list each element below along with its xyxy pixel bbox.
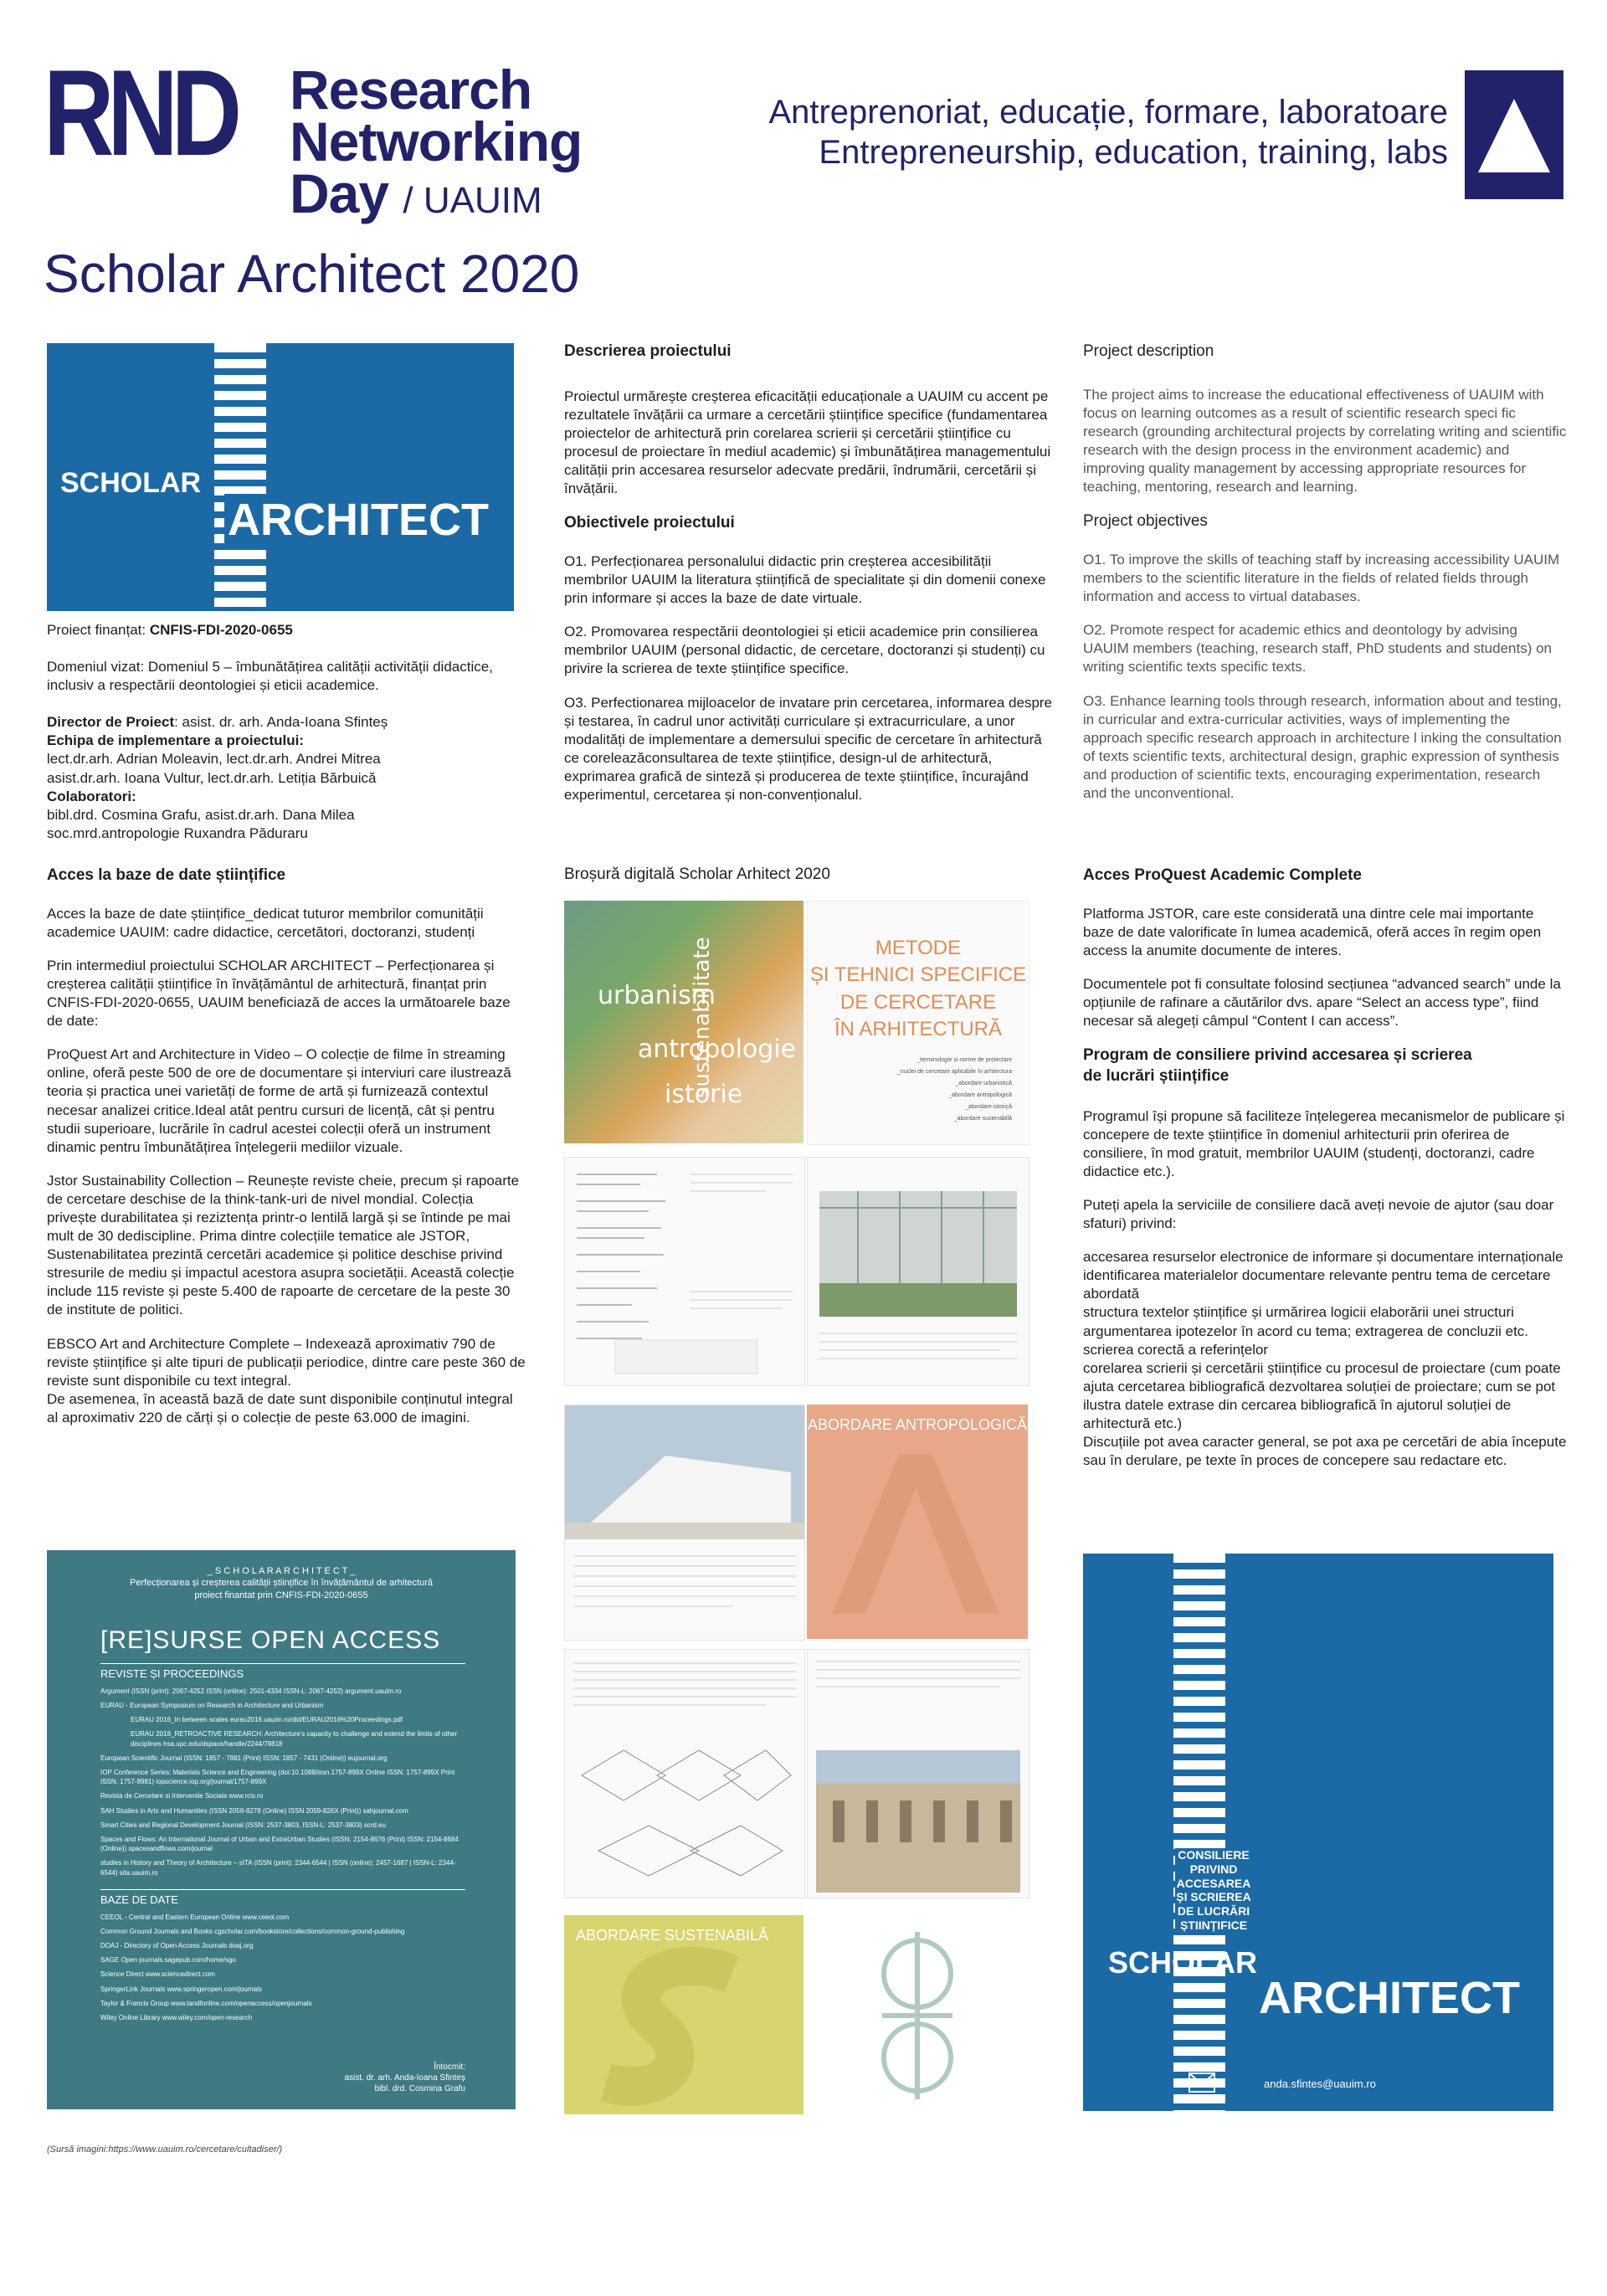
ro-obj-1: O1. Perfecționarea personalului didactic prin creșterea accesibilității membrilor UAUIM la literatura științifică de specialitate și din domenii conexe prin informare și acces la baze de date virtuale.: [564, 552, 1046, 607]
rnd-logo-abbr: RND: [44, 44, 236, 181]
journal-item: EURAU 2018_RETROACTIVE RESEARCH: Architecture's capacity to challenge and extend the limits of other disciplines hsa.upc.edu/dspace/handle/2244/79818: [131, 1730, 458, 1748]
building-photo-graphic: [808, 1158, 1029, 1385]
database-item: SAGE Open journals.sagepub.com/home/sgo: [100, 1956, 236, 1965]
databases-p5: EBSCO Art and Architecture Complete – Indexează aproximativ 790 de reviste științifice și alte tipuri de publicații periodice, dintre care peste 360 de reviste sunt disponibile cu text integral.: [47, 1335, 526, 1389]
logo-architect: ARCHITECT: [224, 494, 492, 546]
methods-title-1: METODE: [875, 937, 962, 959]
project-info: [47, 621, 516, 843]
collab-label: Colaboratori:: [47, 788, 136, 804]
director-label: Director de Proiect: [47, 714, 175, 731]
sustainability-title: ABORDARE SUSTENABILĂ: [576, 1927, 769, 1944]
proquest-p1: Platforma JSTOR, care este considerată una dintre cele mai importante baze de date valorificate în lumea academică, oferă acces în regim open access la anumite documente de interes.: [1083, 905, 1542, 958]
card-text-line: DE LUCRĂRI: [1177, 1904, 1250, 1918]
methods-item: _abordare antropologică: [948, 1092, 1012, 1098]
cover-word-urbanism: urbanism: [598, 981, 716, 1010]
mail-icon: [1189, 2073, 1215, 2093]
logo-line-research: Research: [290, 59, 532, 121]
cover-word-istorie: istorie: [665, 1080, 743, 1109]
ro-desc-heading: Descrierea proiectului: [564, 342, 732, 360]
methods-item: _abordare sustenabilă: [953, 1116, 1012, 1122]
counseling-list: [1083, 1248, 1567, 1470]
database-item: Common Ground Journals and Books cgscholar.com/bookstore/collections/common-ground-publishing: [100, 1927, 405, 1935]
text-lines-graphic: [565, 1158, 804, 1385]
card-text-line: CONSILIERE: [1178, 1848, 1250, 1862]
panel-header-2: Perfecționarea și creșterea calității științifice în învățământul de arhitectură: [130, 1578, 433, 1589]
journal-item: Argument (ISSN (print): 2067-4252 ISSN (online): 2501-4334 ISSN-L: 2067-4252) argument.uauim.ro: [100, 1687, 402, 1695]
en-obj-1: O1. To improve the skills of teaching staff by increasing accessibility UAUIM members to the scientific literature in the fields of related fields through information and access to virtual databases.: [1083, 551, 1560, 605]
open-access-panel: [47, 1550, 516, 2109]
databases-p3: ProQuest Art and Architecture in Video – O colecție de filme în streaming online, oferă peste 500 de ore de documentare și interviuri care ilustrează teoria și practica unei varietăți de forme de artă și furnizează contextul necesar analizei critice.Ideal atât pentru cursuri de licență, cât și pentru studii superioare, lucrările în cadrul acestei colecții oferă un instrument dinamic pentru îmbunătățirea înțelegerii mediilor vizuale.: [47, 1046, 511, 1155]
counseling-p1: Programul își propune să faciliteze înțelegerea mecanismelor de publicare și concepere de texte științifice în domeniul arhitecturii prin oferirea de consiliere, în mod gratuit, membrilor UAUIM (studenți, doctoranzi, cadre didactice etc.).: [1083, 1107, 1565, 1179]
counseling-heading: [1083, 1045, 1567, 1086]
card-text-line: ȘI SCRIEREA: [1176, 1890, 1251, 1904]
counseling-item: structura textelor științifice și urmărirea logicii elaborării unei structuri argumentarea ipotezelor în acord cu tema; extragerea de concluzii etc.: [1083, 1304, 1529, 1339]
funded-label: Proiect finanțat:: [47, 622, 150, 638]
databases-p1: Acces la baze de date științifice_dedicat tuturor membrilor comunității academice UAUIM: cadre didactice, cercetători, doctoranzi, studenți: [47, 905, 484, 940]
panel-signature: [344, 2062, 465, 2094]
database-item: CEEOL - Central and Eastern European Online www.ceeol.com: [100, 1913, 290, 1921]
card-text-line: ACCESAREA: [1176, 1876, 1251, 1890]
databases-column: [47, 865, 526, 1442]
journal-item: IOP Conference Series: Materials Science and Engineering (doi:10.1088/issn.1757-899X Online ISSN: 1757-899X Print ISSN: 1757-8981) iopscience.iop.org/journal/1757-899X: [100, 1769, 455, 1786]
en-desc-heading: Project description: [1083, 342, 1214, 360]
en-column: [1083, 342, 1567, 818]
card-text-line: ȘTIINȚIFICE: [1179, 1918, 1248, 1932]
en-obj-2: O2. Promote respect for academic ethics and deontology by advising UAUIM members (teaching, research staff, PhD students and students) on writing scientific texts specific texts.: [1083, 622, 1553, 675]
databases-p4: Jstor Sustainability Collection – Reunește reviste cheie, precum și rapoarte de cercetare deschise de la think-tank-uri de nivel mondial. Colecția privește durabilitatea și reziztența printr-o lentilă largă și se întinde pe mai mult de 30 dediscipline. Prima dintre colecțiile tematice ale JSTOR, Sustenabilitatea prezintă cercetări academice și politice deschise privind stresurile de mediu și impactul acestora asupra societății. Această colecție include 115 reviste și peste 5.400 de rapoarte de cercetare de la peste 30 de institute de politici.: [47, 1172, 520, 1318]
en-obj-3: O3. Enhance learning tools through research, information about and testing, in curricular and extra-curricular activities, ways of implementing the approach specific research approach in architecture l inking the consultation of texts scientific texts, architectural design, graphic expression of synthesis and production of scientific texts, encouraging experimentation, research and the unconventional.: [1083, 692, 1562, 801]
journals-heading: REVISTE ȘI PROCEEDINGS: [100, 1663, 465, 1680]
card-architect: ARCHITECT: [1259, 1973, 1520, 2023]
scholar-architect-logo: [47, 343, 514, 611]
card-text: [1175, 1848, 1252, 1933]
rnd-logo-text: [290, 59, 583, 225]
database-item: Taylor & Francis Group www.tandfonline.com/openaccess/openjournals: [100, 1999, 312, 2007]
journal-item: studies in History and Theory of Architecture – sITA (ISSN (print): 2344-6544 | ISSN (online): 2457-1687 | ISSN-L: 2344-6544) sita.uauim.ro: [100, 1859, 456, 1877]
team-line-2: asist.dr.arh. Ioana Vultur, lect.dr.arh. Letiția Bărbuică: [47, 769, 377, 786]
methods-title-2: ȘI TEHNICI SPECIFICE: [809, 963, 1027, 987]
journal-item: Revista de Cercetare si Interventie Sociala www.rcis.ro: [100, 1792, 264, 1800]
collab-line-1: bibl.drd. Cosmina Grafu, asist.dr.arh. Dana Milea: [47, 806, 355, 823]
databases-heading: Acces la baze de date științifice: [47, 866, 286, 884]
brochure-authors-page: [564, 1157, 805, 1386]
counseling-item: corelarea scrierii și cercetării științifice cu procesul de proiectare (cum poate ajuta cercetarea bibliografică dezvoltarea soluției de proiectare; cum se pot ilustra datele extrase din cercarea bibliografică în ajutorul soluției de arhitectură etc.): [1083, 1359, 1561, 1432]
brochure-anthropology-page: [807, 1405, 1028, 1639]
anthropology-title: ABORDARE ANTROPOLOGICĂ: [807, 1416, 1028, 1433]
proquest-heading: Acces ProQuest Academic Complete: [1083, 866, 1362, 884]
ro-obj-heading: Obiectivele proiectului: [564, 514, 735, 532]
signature-label: Întocmit:: [434, 2062, 465, 2072]
card-email[interactable]: anda.sfintes@uauim.ro: [1264, 2078, 1376, 2090]
journal-item: Smart Cities and Regional Development Journal (ISSN: 2537-3803, ISSN-L: 2537-3803) scrd.eu: [100, 1821, 387, 1829]
methods-title-3: DE CERCETARE: [839, 990, 997, 1014]
databases-p2: Prin intermediul proiectului SCHOLAR ARCHITECT – Perfecționarea și creșterea calității științifice în învățământul de arhitectură, finanțat prin CNFIS-FDI-2020-0655, UAUIM beneficiază de acces la următoarele baze de date:: [47, 957, 511, 1030]
collab-line-2: soc.mrd.antropologie Ruxandra Păduraru: [47, 824, 308, 841]
panel-header-1: _ S C H O L A R A R C H I T E C T _: [207, 1566, 356, 1576]
signature-name-1: asist. dr. arh. Anda-Ioana Sfinteș: [344, 2073, 465, 2083]
cover-word-sustenabilitate: sustenabilitate: [690, 937, 715, 1098]
journal-item: EURAU - European Symposium on Research in Architecture and Urbanism: [100, 1702, 324, 1710]
brochure-sustainability-page: [564, 1915, 804, 2114]
brochure-methods-page: [807, 901, 1029, 1145]
methods-item: _nuclei de cercetare aplicabile în arhitectura: [897, 1069, 1012, 1075]
director-value: : asist. dr. arh. Anda-Ioana Sfinteș: [174, 714, 388, 731]
ro-desc-text: Proiectul urmărește creșterea eficacității educaționale a UAUIM cu accent pe rezultatele învățării ca urmare a cercetării științifice specifice (fundamentarea proiectelor de arhitectură prin corelarea scrierii și cercetării științifice cu procesul de proiectare în mediul academic) și îmbunătățirea managementului calității prin accesarea resurselor adecvate predării, îndrumării, cercetării și învățării.: [564, 388, 1051, 497]
logo-line-day: [290, 162, 582, 225]
counseling-heading-1: Program de consiliere privind accesarea și scrierea: [1083, 1046, 1472, 1065]
brochure-heading: Broșură digitală Scholar Arhitect 2020: [564, 865, 830, 883]
database-item: SpringerLink Journals www.springeropen.com/journals: [100, 1985, 262, 1993]
counseling-item: identificarea materialelor documentare relevante pentru tema de cercetare abordată: [1083, 1267, 1551, 1302]
counseling-p2: Puteți apela la serviciile de consiliere dacă aveți nevoie de ajutor (sau doar sfaturi) privind:: [1083, 1197, 1554, 1232]
facade-photo-graphic: [808, 1650, 1029, 1898]
counseling-heading-2: de lucrări științifice: [1083, 1066, 1230, 1085]
counseling-item: scrierea corectă a referințelor: [1083, 1341, 1269, 1358]
ro-obj-3: O3. Perfectionarea mijloacelor de invatare prin cercetarea, informarea despre și testarea, în cadrul unor activități curriculare și extracurriculare, a unor modalități de implementare a demersului specific de cercetare în arhitectură ce coreleazăconsultarea de texte științifice, design-ul de arhitectură, exprimarea grafică de sinteză și producerea de texte științifice, încurajând experimentul, cercetarea și non-convenționalul.: [564, 694, 1053, 803]
panel-header-3: proiect finantat prin CNFIS-FDI-2020-0655: [194, 1590, 368, 1600]
sketches-graphic: [565, 1650, 804, 1898]
panel-title: [RE]SURSE OPEN ACCESS: [100, 1626, 441, 1654]
triangle-logo: [1465, 70, 1563, 199]
team-line-1: lect.dr.arh. Adrian Moleavin, lect.dr.arh. Andrei Mitrea: [47, 751, 381, 768]
proquest-column: [1083, 865, 1567, 1470]
ro-obj-2: O2. Promovarea respectării deontologiei și eticii academice prin consilierea membrilor UAUIM (personal didactic, de cercetare, doctoranzi și studenți) cu privire la scrierea de texte științifice specifice.: [564, 624, 1045, 677]
databases-p6: De asemenea, în această bază de date sunt disponibile conținutul integral al aproximativ 220 de cărți și o colecție de peste 63.000 de imagini.: [47, 1390, 513, 1425]
methods-item: _abordare urbanistică: [955, 1081, 1012, 1086]
card-text-line: PRIVIND: [1189, 1862, 1238, 1876]
proquest-p2: Documentele pot fi consultate folosind secțiunea “advanced search” unde la opțiunile de rafinare a căutărilor dvs. apare “Select an access type”, fiind necesar să alegeți câmpul “Content I can access”.: [1083, 975, 1561, 1030]
cover-word-antropologie: antropologie: [638, 1035, 797, 1064]
logo-uauim: / UAUIM: [403, 180, 542, 222]
en-desc-text: The project aims to increase the educational effectiveness of UAUIM with focus on learning outcomes as a result of scientific research speci fic research (grounding architectural projects by correlating writing and scientific research with the design process in the environment academic) and improving quality management by accessing appropriate resources for teaching, mentoring, research and learning.: [1083, 386, 1567, 496]
database-item: Wiley Online Library www.wiley.com/open-research: [100, 2014, 253, 2022]
database-item: Science Direct www.sciencedirect.com: [100, 1970, 215, 1979]
ro-column: [564, 342, 1055, 819]
methods-item: _abordare istorică: [964, 1104, 1012, 1110]
funded-line: [47, 621, 516, 639]
brochure-monogram-page: [807, 1915, 1028, 2114]
database-item: DOAJ - Directory of Open Access Journals doaj.org: [100, 1942, 254, 1950]
en-obj-heading: Project objectives: [1083, 512, 1208, 531]
journal-item: EURAU 2016_In between scales eurau2016.uauim.ro/dld/EURAU2016%20Proceedings.pdf: [131, 1716, 403, 1724]
logo-day: Day: [290, 162, 389, 225]
card-scholar: SCHOLAR: [1108, 1945, 1257, 1980]
counseling-item: accesarea resurselor electronice de informare și documentare internaționale: [1083, 1249, 1563, 1266]
letter-a-graphic: [807, 1405, 1028, 1639]
brochure-facade-page: [807, 1649, 1029, 1898]
letter-s-graphic: [564, 1915, 804, 2114]
domain-text: Domeniul vizat: Domeniul 5 – îmbunătățirea calității activității didactice, inclusiv a respectării deontologiei și eticii academice.: [47, 659, 493, 694]
counseling-item: Discuțiile pot avea caracter general, se pot axa pe cercetări de abia începute sau în derulare, pe texte în proces de concepere sau redactare etc.: [1083, 1434, 1567, 1469]
logo-scholar: SCHOLAR: [60, 467, 202, 499]
methods-title-4: ÎN ARHITECTURĂ: [834, 1018, 1002, 1041]
team-label: Echipa de implementare a proiectului:: [47, 732, 305, 749]
brochure-cover: [564, 901, 804, 1143]
image-source: (Sursă imagini:https://www.uauim.ro/cercetare/cultadiser/): [47, 2144, 283, 2155]
funded-code: CNFIS-FDI-2020-0655: [149, 622, 293, 638]
logo-line-networking: Networking: [290, 110, 583, 173]
brochure-photo-page: [807, 1157, 1029, 1386]
brochure-white-building-page: [564, 1405, 805, 1641]
white-building-graphic: [565, 1405, 804, 1640]
signature-name-2: bibl. drd. Cosmina Grafu: [374, 2084, 465, 2093]
director-line: [47, 713, 516, 732]
stripes-graphic: [214, 343, 266, 611]
counseling-card: [1083, 1554, 1553, 2111]
methods-item: _terminologie și norme de proiectare: [916, 1057, 1012, 1063]
brochure-sketches-page: [564, 1649, 805, 1898]
databases-subheading: BAZE DE DATE: [100, 1889, 465, 1906]
panel-header: [47, 1550, 516, 1601]
page-title: Scholar Architect 2020: [44, 244, 580, 304]
journal-item: Spaces and Flows: An International Journal of Urban and ExtraUrban Studies (ISSN: 2154-8676 (Print) ISSN: 2154-8684 (Online)) spacesandflows.com/journal: [100, 1835, 459, 1853]
card-stripes-graphic: [1173, 1554, 1225, 2111]
tagline-en: Entrepreneurship, education, training, labs: [819, 134, 1448, 171]
journal-item: SAH Studies in Arts and Humanities (ISSN 2059-8278 (Online) ISSN 2059-826X (Print)) sahjournal.com: [100, 1806, 408, 1815]
methods-title: [808, 935, 1029, 1044]
monogram-graphic: [807, 1915, 1028, 2114]
triangle-icon: [1465, 70, 1563, 199]
journal-item: European Scientific Journal (ISSN: 1857 - 7881 (Print) ISSN: 1857 - 7431 (Online)) eujournal.org: [100, 1754, 388, 1762]
tagline-ro: Antreprenoriat, educație, formare, laboratoare: [768, 94, 1448, 131]
